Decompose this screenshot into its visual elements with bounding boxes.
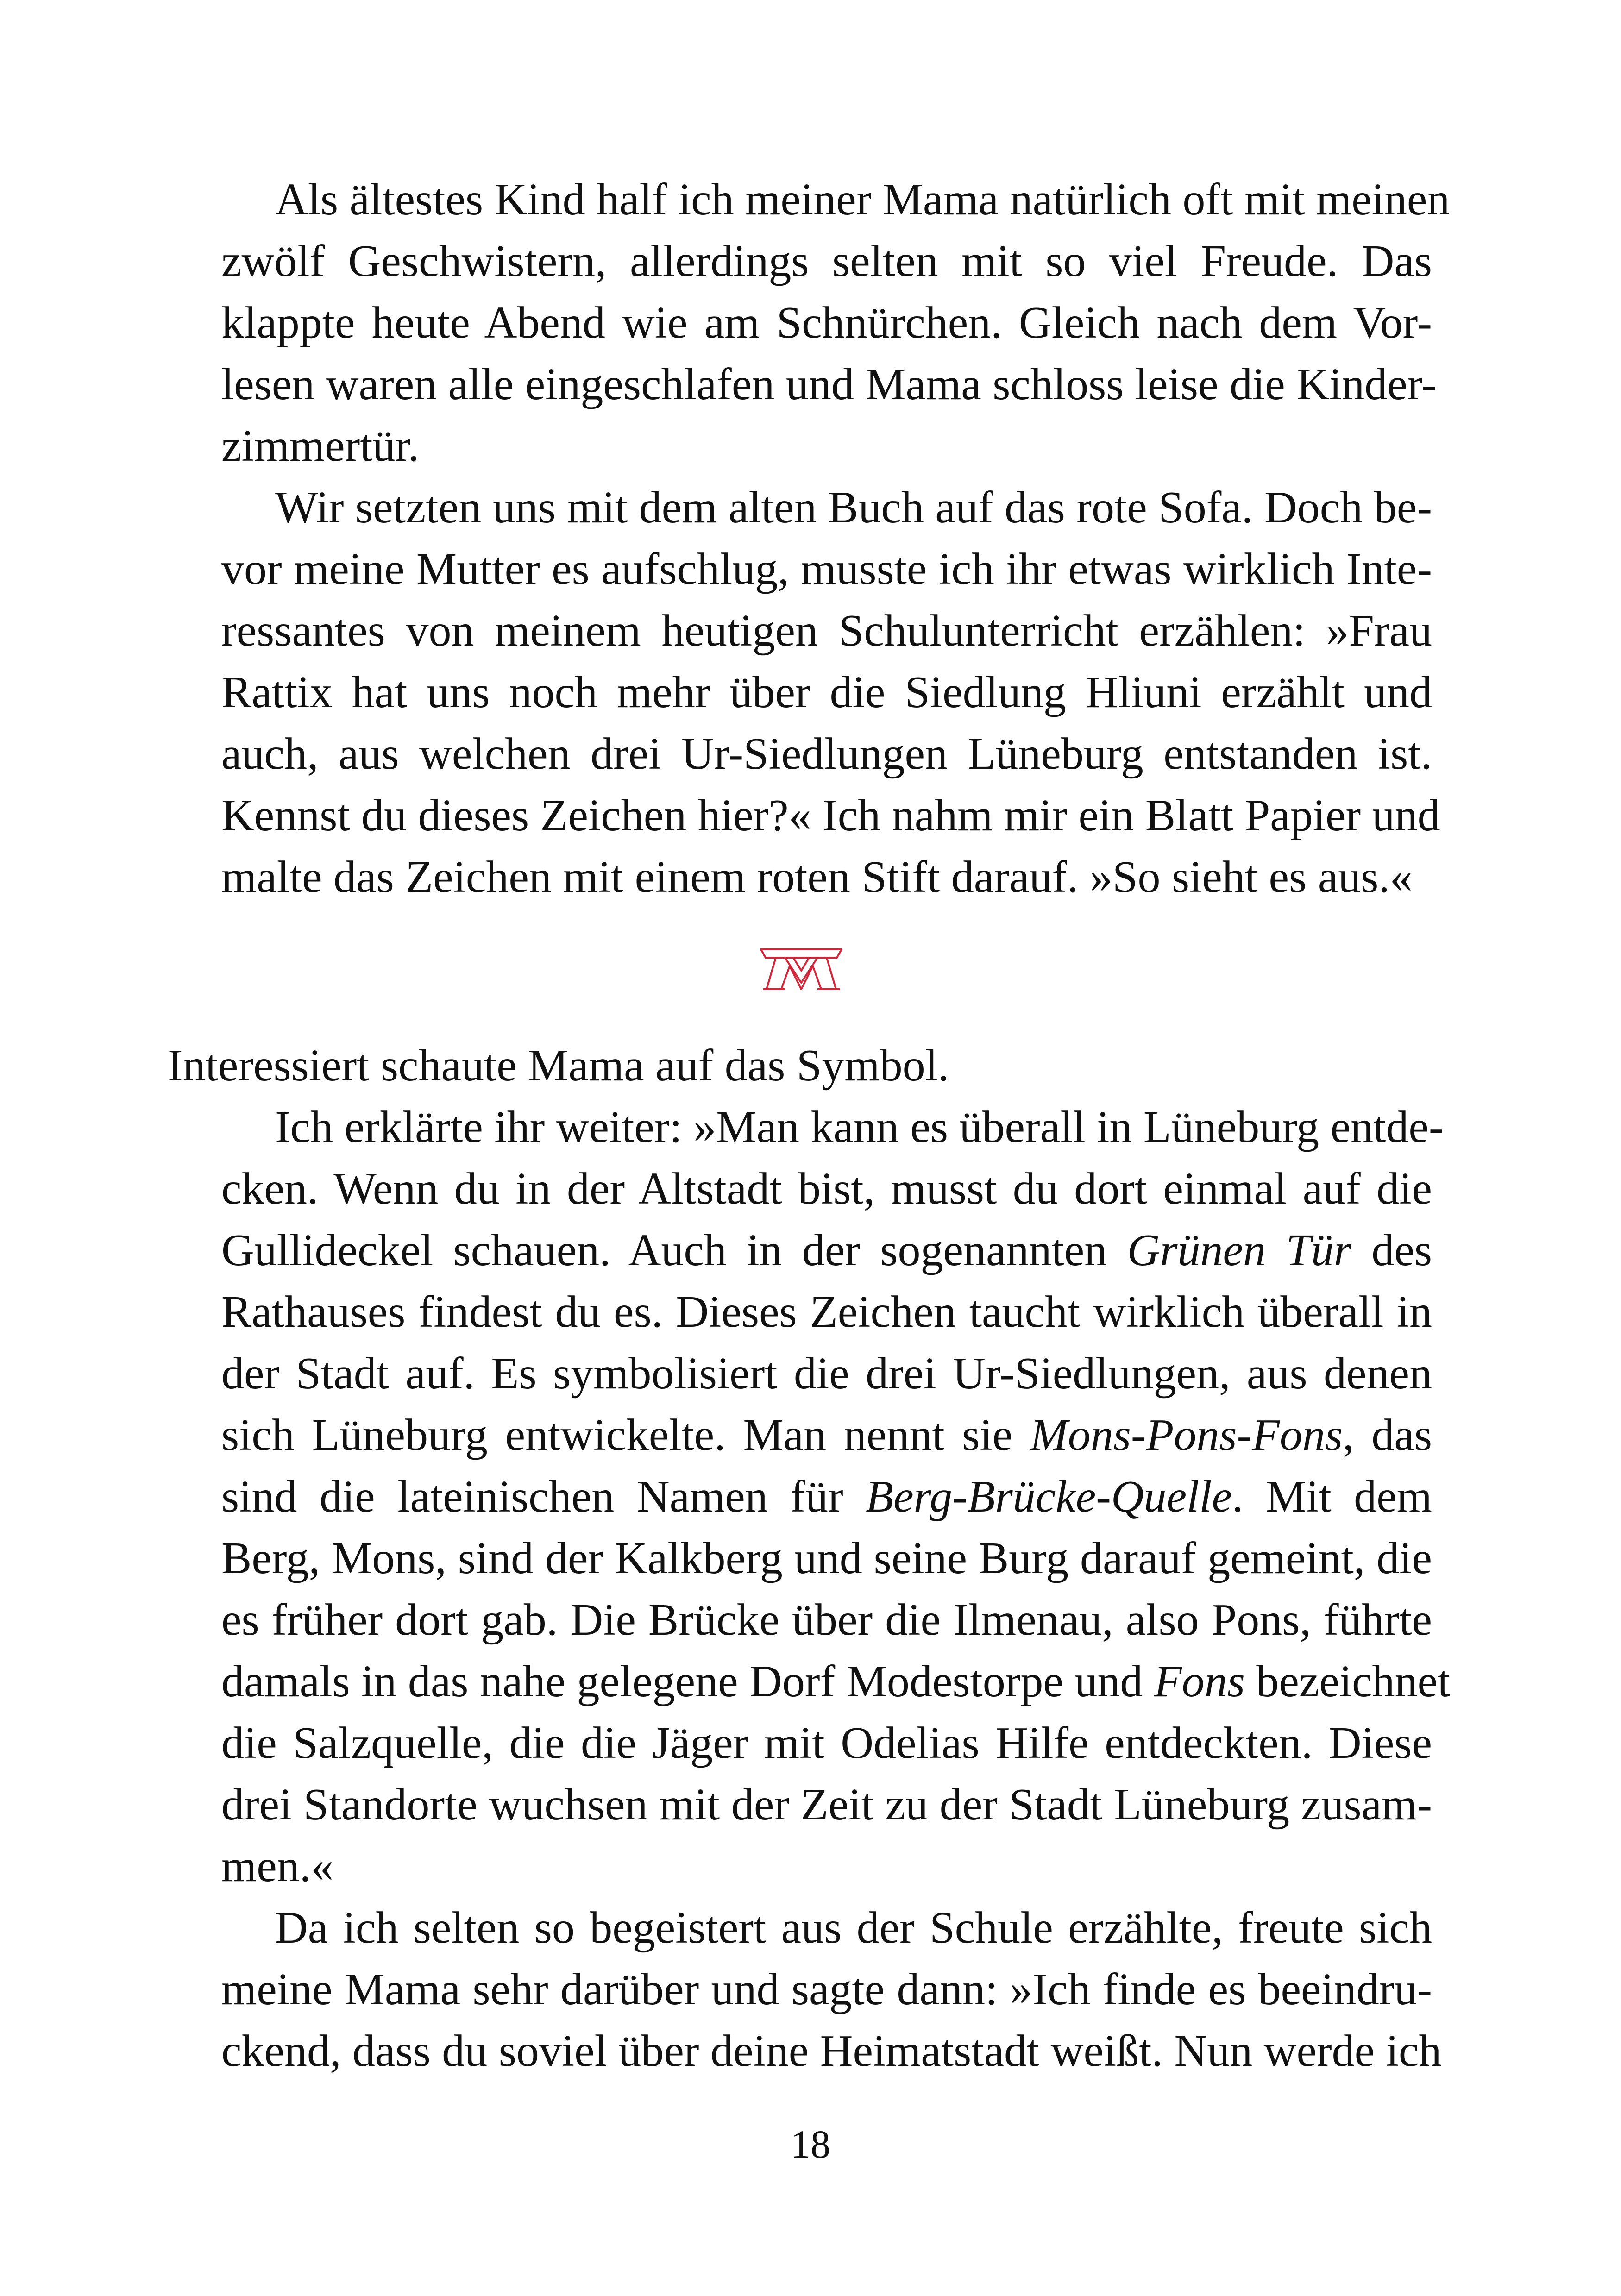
text-line: lesen waren alle eingeschlafen und Mama schloss leise die Kinder- bbox=[221, 359, 1437, 409]
text-line: die Salzquelle, die die Jäger mit Odelias Hilfe entdeckten. Diese bbox=[221, 1718, 1432, 1768]
text-line: Rathauses findest du es. Dieses Zeichen taucht wirklich überall in bbox=[221, 1287, 1432, 1337]
text-line: ckend, dass du soviel über deine Heimatstadt weißt. Nun werde ich bbox=[221, 2026, 1442, 2076]
italic-term: Fons bbox=[1154, 1656, 1245, 1706]
text-line: es früher dort gab. Die Brücke über die Ilmenau, also Pons, führte bbox=[221, 1595, 1432, 1645]
text-line: Interessiert schaute Mama auf das Symbol. bbox=[168, 1041, 949, 1091]
text-line: cken. Wenn du in der Altstadt bist, musst du dort einmal auf die bbox=[221, 1164, 1432, 1214]
mons-pons-fons-symbol-icon bbox=[757, 944, 845, 995]
paragraph-5 bbox=[168, 1897, 1442, 2082]
text-line: Berg, Mons, sind der Kalkberg und seine Burg darauf gemeint, die bbox=[221, 1533, 1432, 1583]
text-span: bezeichnet bbox=[1256, 1656, 1451, 1706]
paragraph-1 bbox=[168, 169, 1450, 477]
text-span: des bbox=[1371, 1225, 1433, 1275]
text-span: sind die lateinischen Namen für bbox=[221, 1472, 843, 1522]
text-line: Wir setzten uns mit dem alten Buch auf das rote Sofa. Doch be- bbox=[275, 483, 1432, 533]
text-line bbox=[168, 1651, 1451, 1713]
text-line: Rattix hat uns noch mehr über die Siedlung Hliuni erzählt und bbox=[221, 667, 1432, 717]
page-number: 18 bbox=[791, 2122, 830, 2166]
text-span: , das bbox=[1343, 1410, 1433, 1460]
text-line: drei Standorte wuchsen mit der Zeit zu der Stadt Lüneburg zusam- bbox=[221, 1780, 1432, 1830]
text-line: Da ich selten so begeistert aus der Schule erzählte, freute sich bbox=[275, 1903, 1432, 1953]
text-line: meine Mama sehr darüber und sagte dann: »Ich finde es beeindru- bbox=[221, 1964, 1432, 2014]
bottom-text-block bbox=[168, 1035, 1451, 2082]
text-line: malte das Zeichen mit einem roten Stift darauf. »So sieht es aus.« bbox=[221, 852, 1413, 902]
text-span: Gullideckel schauen. Auch in der sogenannten bbox=[221, 1225, 1107, 1275]
text-line: vor meine Mutter es aufschlug, musste ich ihr etwas wirklich Inte- bbox=[221, 544, 1432, 594]
paragraph-2 bbox=[168, 477, 1440, 908]
text-line: zimmertür. bbox=[221, 421, 420, 471]
text-line: ressantes von meinem heutigen Schulunterricht erzählen: »Frau bbox=[221, 606, 1432, 656]
text-line: zwölf Geschwistern, allerdings selten mit so viel Freude. Das bbox=[221, 236, 1432, 286]
paragraph-3 bbox=[168, 1035, 1432, 1097]
text-span: damals in das nahe gelegene Dorf Modestorpe und bbox=[221, 1656, 1143, 1706]
text-line: Kennst du dieses Zeichen hier?« Ich nahm mir ein Blatt Papier und bbox=[221, 790, 1440, 841]
paragraph-4 bbox=[168, 1097, 1451, 1897]
top-text-block bbox=[168, 169, 1450, 908]
text-line bbox=[168, 1466, 1432, 1528]
text-line: men.« bbox=[221, 1841, 334, 1891]
text-span: sich Lüneburg entwickelte. Man nennt sie bbox=[221, 1410, 1013, 1460]
text-line: Ich erklärte ihr weiter: »Man kann es überall in Lüneburg entde- bbox=[275, 1102, 1444, 1152]
italic-term: Berg-Brücke-Quelle bbox=[866, 1472, 1232, 1522]
text-line bbox=[168, 1405, 1432, 1466]
text-line: der Stadt auf. Es symbolisiert die drei Ur-Siedlungen, aus denen bbox=[221, 1349, 1432, 1399]
italic-term: Mons-Pons-Fons bbox=[1030, 1410, 1343, 1460]
text-line: Als ältestes Kind half ich meiner Mama natürlich oft mit meinen bbox=[275, 175, 1450, 225]
text-line: klappte heute Abend wie am Schnürchen. Gleich nach dem Vor- bbox=[221, 298, 1432, 348]
text-line: auch, aus welchen drei Ur-Siedlungen Lüneburg entstanden ist. bbox=[221, 729, 1432, 779]
text-line bbox=[168, 1220, 1432, 1281]
italic-term: Grünen Tür bbox=[1127, 1225, 1351, 1275]
text-span: . Mit dem bbox=[1232, 1472, 1432, 1522]
